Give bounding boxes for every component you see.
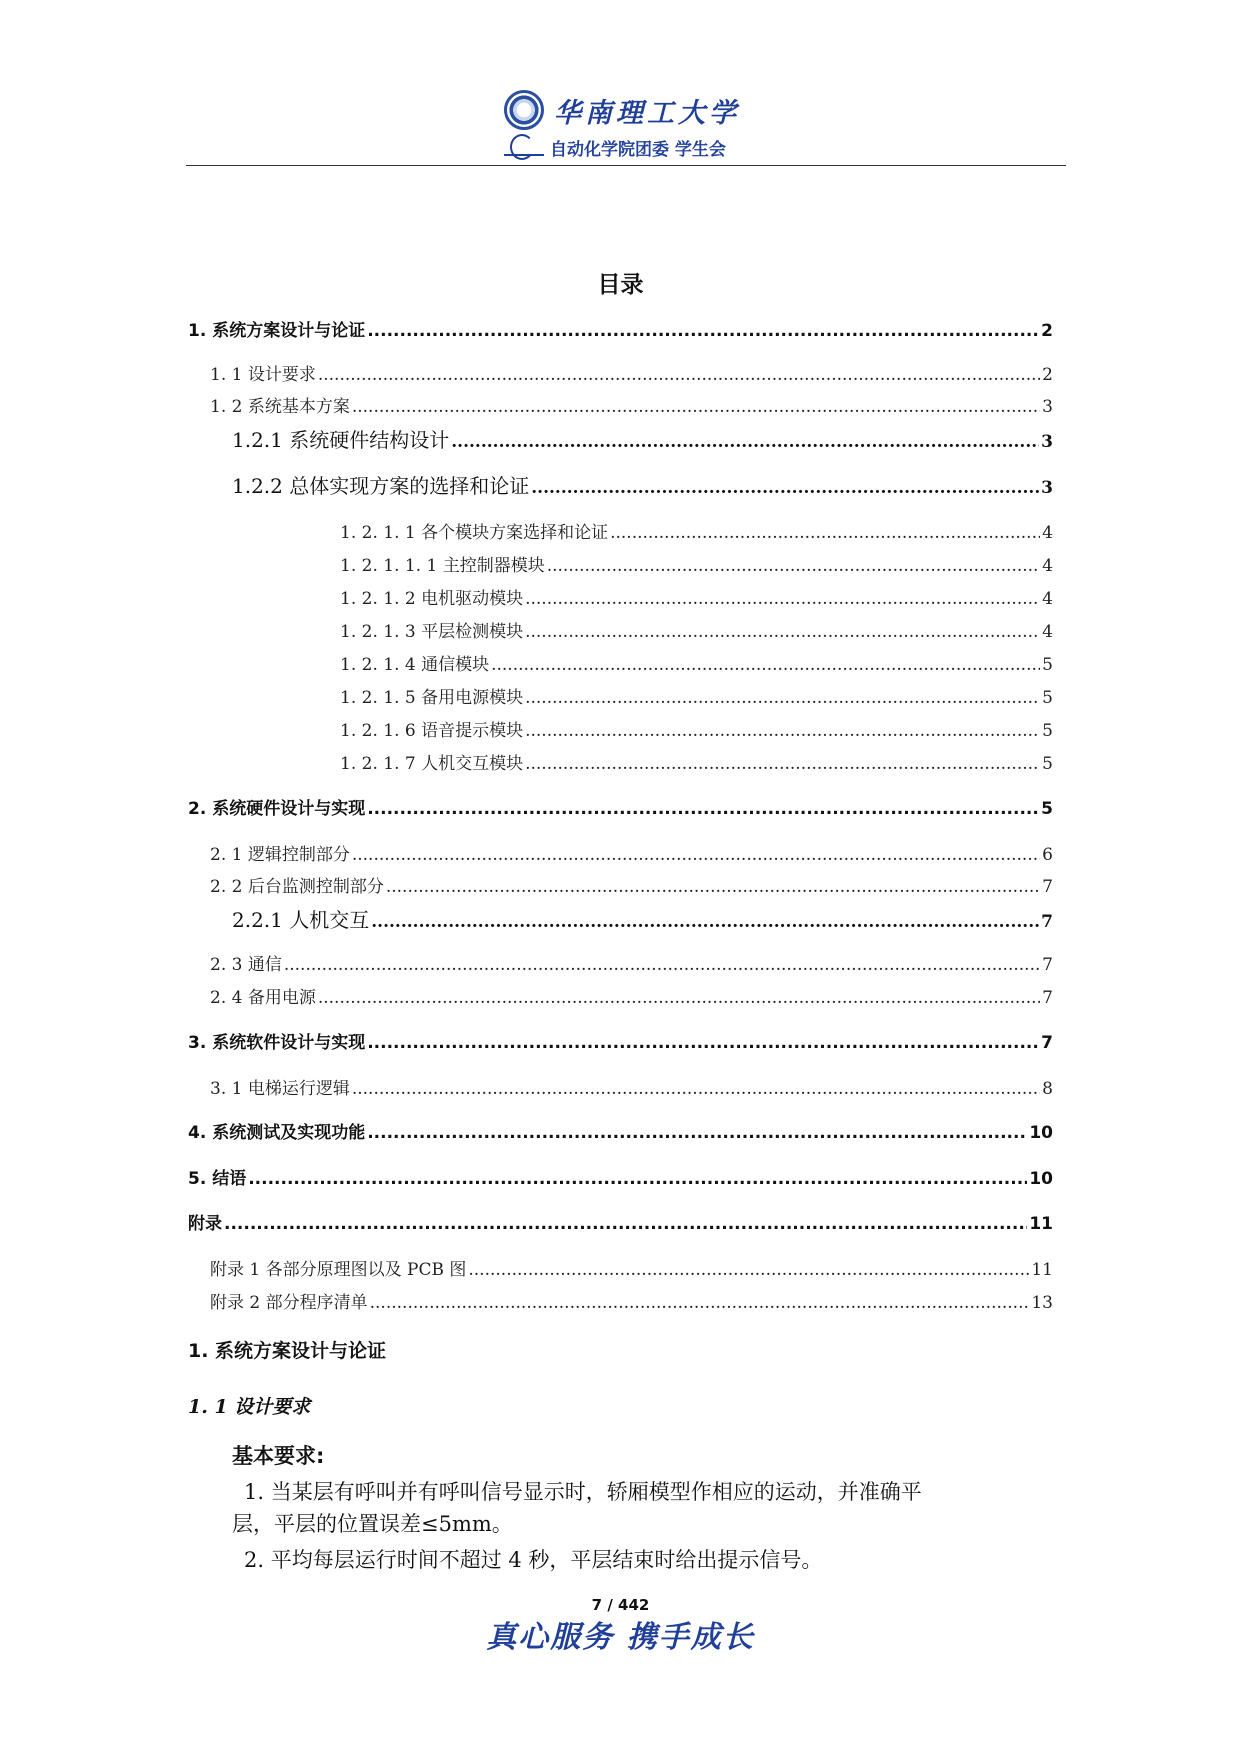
toc-entry-page: 3 [1041,478,1053,498]
page-header [186,86,1066,166]
toc-entry-page: 5 [1042,721,1053,741]
subsection-heading: 1. 1 设计要求 [188,1396,311,1418]
toc-entry-page: 5 [1042,688,1053,708]
toc-entry-label: 1. 2. 1. 6 语音提示模块 [340,721,524,741]
toc-entry-page: 8 [1042,1079,1053,1099]
toc-entry-label: 1. 2 系统基本方案 [210,397,350,417]
toc-entry[interactable] [340,683,1053,708]
organization-name: 自动化学院团委 学生会 [550,139,726,160]
toc-entry-label: 4. 系统测试及实现功能 [188,1123,366,1143]
toc-entry-page: 6 [1042,845,1053,865]
toc-entry-label: 附录 [188,1214,222,1234]
toc-entry[interactable] [188,1209,1053,1234]
organization-emblem-icon [504,134,544,160]
toc-entry-label: 2. 2 后台监测控制部分 [210,877,384,897]
toc-entry-label: 1.2.1 系统硬件结构设计 [232,428,450,452]
toc-entry-page: 10 [1029,1169,1053,1189]
toc-entry[interactable] [210,950,1053,975]
footer-slogan: 真心服务 携手成长 [486,1620,755,1655]
university-seal-icon [504,90,544,130]
requirement-1-line-2: 层，平层的位置误差≤5mm。 [232,1512,513,1536]
toc-entry-page: 2 [1042,365,1053,385]
toc-entry-page: 11 [1029,1214,1053,1234]
toc-entry-page: 4 [1042,556,1053,576]
toc-entry[interactable] [188,1028,1053,1053]
toc-entry-label: 附录 1 各部分原理图以及 PCB 图 [210,1260,467,1280]
section-heading: 1. 系统方案设计与论证 [188,1340,387,1362]
toc-entry[interactable] [340,518,1053,543]
header-divider [186,165,1066,166]
toc-entry[interactable] [340,617,1053,642]
toc-title: 目录 [597,272,644,298]
toc-entry[interactable] [232,424,1053,453]
toc-entry-page: 2 [1041,321,1053,341]
toc-entry-page: 4 [1042,523,1053,543]
toc-entry-label: 2. 4 备用电源 [210,988,316,1008]
toc-entry[interactable] [210,1288,1053,1313]
toc-entry-page: 7 [1041,912,1053,932]
toc-entry-label: 1. 2. 1. 4 通信模块 [340,655,490,675]
basic-requirements-title: 基本要求: [232,1444,325,1468]
page-number: 7 / 442 [591,1596,650,1614]
university-logo [504,90,740,130]
toc-entry[interactable] [232,904,1053,933]
toc-entry-page: 3 [1041,432,1053,452]
toc-entry[interactable] [340,749,1053,774]
toc-entry-label: 1. 2. 1. 1. 1 主控制器模块 [340,556,545,576]
toc-entry[interactable] [188,316,1053,341]
toc-entry[interactable] [188,1118,1053,1143]
toc-entry-page: 5 [1042,754,1053,774]
toc-entry-page: 13 [1031,1293,1053,1313]
toc-entry-label: 3. 1 电梯运行逻辑 [210,1079,350,1099]
toc-entry-page: 7 [1042,988,1053,1008]
toc-entry[interactable] [340,650,1053,675]
toc-entry[interactable] [210,1074,1053,1099]
toc-entry[interactable] [188,794,1053,819]
toc-entry-label: 2. 3 通信 [210,955,282,975]
toc-entry-page: 7 [1042,955,1053,975]
toc-entry[interactable] [232,470,1053,499]
toc-entry-label: 5. 结语 [188,1169,247,1189]
toc-entry-label: 3. 系统软件设计与实现 [188,1033,366,1053]
toc-entry-label: 1. 2. 1. 2 电机驱动模块 [340,589,524,609]
toc-entry-label: 2. 1 逻辑控制部分 [210,845,350,865]
organization-logo [504,134,726,160]
toc-entry[interactable] [340,584,1053,609]
toc-entry[interactable] [210,392,1053,417]
toc-entry-label: 1. 2. 1. 7 人机交互模块 [340,754,524,774]
toc-entry-label: 1. 1 设计要求 [210,365,316,385]
toc-entry[interactable] [210,983,1053,1008]
toc-entry-label: 附录 2 部分程序清单 [210,1293,368,1313]
toc-entry-page: 3 [1042,397,1053,417]
toc-entry[interactable] [340,551,1053,576]
requirement-1-line-1: 1. 当某层有呼叫并有呼叫信号显示时，轿厢模型作相应的运动，并准确平 [244,1480,922,1504]
toc-entry-label: 1. 2. 1. 1 各个模块方案选择和论证 [340,523,609,543]
toc-entry-label: 1. 系统方案设计与论证 [188,321,366,341]
toc-entry[interactable] [188,1164,1053,1189]
toc-entry[interactable] [340,716,1053,741]
toc-entry-page: 4 [1042,622,1053,642]
toc-entry-page: 5 [1042,655,1053,675]
toc-entry[interactable] [210,360,1053,385]
requirement-2: 2. 平均每层运行时间不超过 4 秒，平层结束时给出提示信号。 [244,1548,823,1572]
toc-entry[interactable] [210,872,1053,897]
toc-entry-page: 7 [1041,1033,1053,1053]
toc-entry-label: 1. 2. 1. 3 平层检测模块 [340,622,524,642]
toc-entry-label: 2.2.1 人机交互 [232,908,370,932]
toc-entry-page: 10 [1029,1123,1053,1143]
university-name: 华南理工大学 [554,97,740,129]
toc-entry-page: 7 [1042,877,1053,897]
toc-entry-label: 1. 2. 1. 5 备用电源模块 [340,688,524,708]
toc-entry-label: 2. 系统硬件设计与实现 [188,799,366,819]
toc-entry-label: 1.2.2 总体实现方案的选择和论证 [232,474,530,498]
toc-entry-page: 5 [1041,799,1053,819]
toc-entry[interactable] [210,1255,1053,1280]
toc-entry-page: 11 [1031,1260,1053,1280]
toc-entry-page: 4 [1042,589,1053,609]
toc-entry[interactable] [210,840,1053,865]
